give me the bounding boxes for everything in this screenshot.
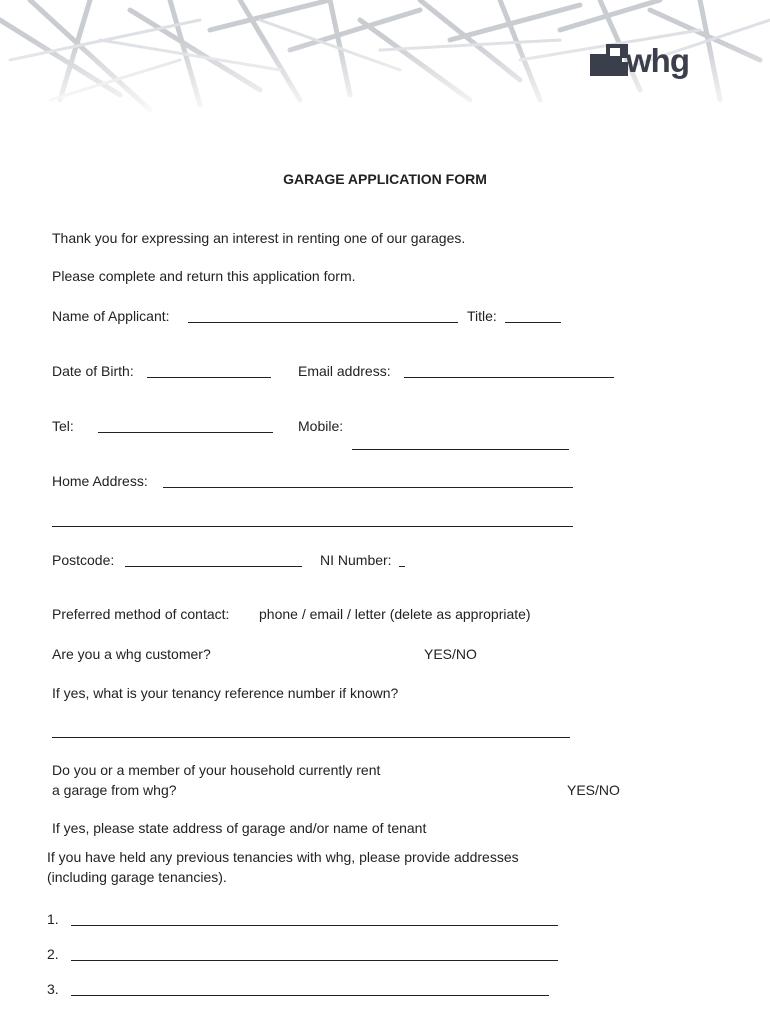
postcode-field[interactable]	[125, 566, 302, 567]
title-field[interactable]	[505, 322, 561, 323]
mobile-label: Mobile:	[298, 418, 344, 434]
form-title: GARAGE APPLICATION FORM	[283, 171, 487, 187]
email-label: Email address:	[298, 363, 391, 379]
tenancy-ref-field[interactable]	[52, 737, 570, 738]
title-label: Title:	[467, 308, 497, 324]
list-item-number: 1.	[47, 911, 59, 927]
contact-method-options: phone / email / letter (delete as appropriate)	[259, 606, 531, 622]
previous-tenancies-line-1: If you have held any previous tenancies with whg, please provide addresses	[47, 849, 519, 865]
email-field[interactable]	[404, 377, 614, 378]
home-address-field-1[interactable]	[163, 487, 573, 488]
dob-field[interactable]	[147, 377, 271, 378]
previous-address-field-2[interactable]	[71, 960, 558, 961]
ni-number-label: NI Number:	[320, 552, 392, 568]
list-item-number: 2.	[47, 946, 59, 962]
customer-answer: YES/NO	[424, 646, 477, 662]
previous-address-field-1[interactable]	[71, 925, 558, 926]
whg-logo	[590, 40, 710, 84]
household-answer: YES/NO	[567, 782, 620, 798]
home-address-label: Home Address:	[52, 473, 148, 489]
name-label: Name of Applicant:	[52, 308, 170, 324]
list-item-number: 3.	[47, 981, 59, 997]
name-field[interactable]	[188, 322, 458, 323]
ni-number-field[interactable]	[399, 566, 405, 567]
contact-method-label: Preferred method of contact:	[52, 606, 230, 622]
intro-text-1: Thank you for expressing an interest in renting one of our garages.	[52, 230, 466, 246]
logo-text: whg	[626, 42, 689, 79]
dob-label: Date of Birth:	[52, 363, 134, 379]
postcode-label: Postcode:	[52, 552, 115, 568]
garage-address-question: If yes, please state address of garage and/or name of tenant	[52, 820, 427, 836]
previous-address-field-3[interactable]	[71, 995, 549, 996]
mobile-field[interactable]	[352, 449, 569, 450]
previous-tenancies-line-2: (including garage tenancies).	[47, 869, 227, 885]
household-question-line-1: Do you or a member of your household currently rent	[52, 762, 381, 778]
tel-label: Tel:	[52, 418, 74, 434]
household-question-line-2: a garage from whg?	[52, 782, 177, 798]
tenancy-ref-question: If yes, what is your tenancy reference number if known?	[52, 685, 399, 701]
customer-question: Are you a whg customer?	[52, 646, 211, 662]
intro-text-2: Please complete and return this application form.	[52, 268, 356, 284]
home-address-field-2[interactable]	[52, 526, 573, 527]
tel-field[interactable]	[98, 432, 273, 433]
